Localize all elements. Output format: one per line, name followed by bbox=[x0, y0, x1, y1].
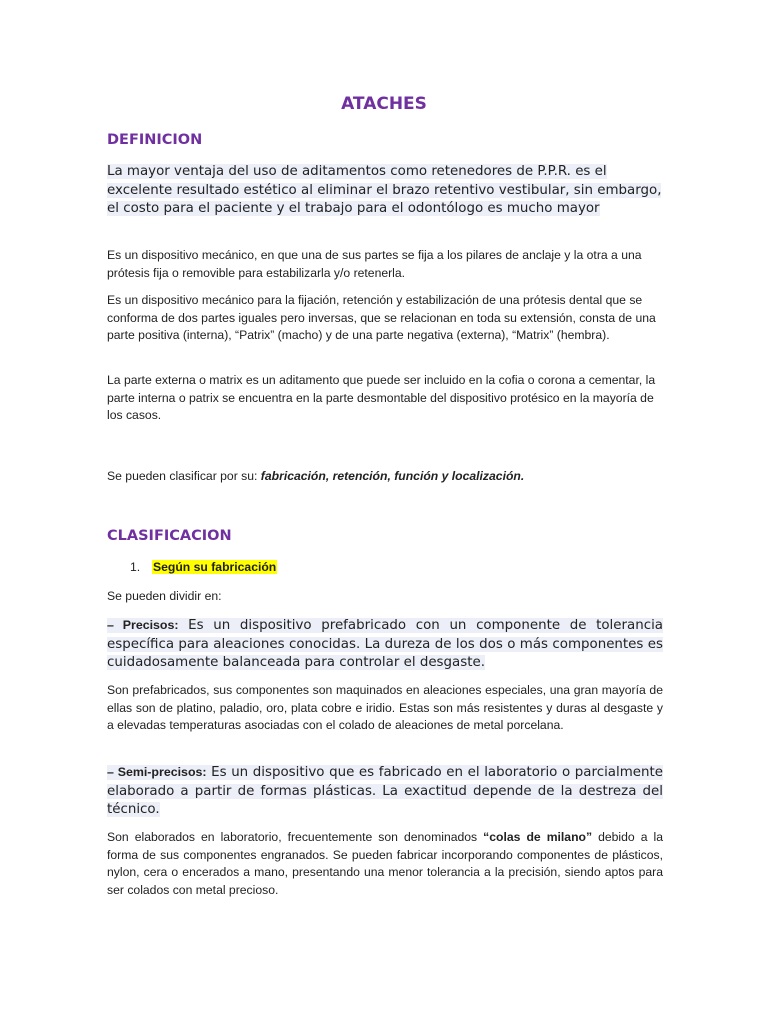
division-intro: Se pueden dividir en: bbox=[107, 589, 222, 603]
section-heading-clasificacion: CLASIFICACION bbox=[107, 528, 232, 544]
list-item-number: 1. bbox=[130, 560, 141, 574]
classification-terms: fabricación, retención, función y localización. bbox=[260, 469, 525, 483]
precisos-highlight bbox=[107, 618, 663, 670]
definition-paragraph-1: Es un dispositivo mecánico, en que una de sus partes se fija a los pilares de anclaje y la otra a una prótesis fija o removible para estabilizarla y/o retenerla. bbox=[107, 248, 642, 280]
semi-precisos-detail bbox=[107, 829, 663, 899]
precisos-text: Es un dispositivo prefabricado con un componente de tolerancia específica para aleaciones conocidas. La dureza de los dos o más componentes es cuidadosamente balanceada para controlar el desgaste. bbox=[107, 618, 663, 670]
semi-precisos-paragraph bbox=[107, 763, 663, 820]
semi-detail-suffix: debido a la forma de sus componentes engranados. Se pueden fabricar incorporando componentes de plásticos, nylon, cera o encerados a mano, presentando una menor tolerancia a la precisión, siendo aptos para ser colados con metal precioso. bbox=[107, 830, 663, 897]
lead-text: La mayor ventaja del uso de aditamentos como retenedores de P.P.R. es el excelente resultado estético al eliminar el brazo retentivo vestibular, sin embargo, el costo para el paciente y el trabajo para el odontólogo es mucho mayor bbox=[107, 164, 662, 216]
lead-paragraph bbox=[107, 163, 663, 219]
document-title: ATACHES bbox=[341, 94, 427, 114]
semi-detail-prefix: Son elaborados en laboratorio, frecuentemente son denominados bbox=[107, 830, 484, 844]
semi-precisos-text: Es un dispositivo que es fabricado en el laboratorio o parcialmente elaborado a partir de formas plásticas. La exactitud depende de la destreza del técnico. bbox=[107, 765, 663, 817]
classification-prefix: Se pueden clasificar por su: bbox=[107, 469, 261, 483]
precisos-paragraph bbox=[107, 616, 663, 673]
section-heading-definicion: DEFINICION bbox=[107, 132, 203, 148]
definition-paragraph-2: Es un dispositivo mecánico para la fijación, retención y estabilización de una prótesis dental que se conforma de dos partes iguales pero inversas, que se relacionan en toda su extensión, consta de una parte positiva (interna), “Patrix” (macho) y de una parte negativa (externa), “Matrix” (hembra). bbox=[107, 293, 656, 342]
list-item bbox=[130, 559, 277, 576]
precisos-label: – Precisos: bbox=[107, 618, 179, 632]
semi-detail-term: “colas de milano” bbox=[483, 830, 593, 844]
definition-paragraph-3: La parte externa o matrix es un aditamento que puede ser incluido en la cofia o corona a cementar, la parte interna o patrix se encuentra en la parte desmontable del dispositivo protésico en la mayoría de los casos. bbox=[107, 373, 656, 422]
classification-summary bbox=[107, 468, 663, 486]
precisos-detail: Son prefabricados, sus componentes son maquinados en aleaciones especiales, una gran mayoría de ellas son de platino, paladio, oro, plata cobre e iridio. Estas son más resistentes y duras al desgaste y a elevadas temperaturas asociadas con el colado de aleaciones de metal porcelana. bbox=[107, 683, 663, 732]
semi-precisos-label: – Semi-precisos: bbox=[107, 765, 207, 779]
list-item-label: Según su fabricación bbox=[153, 560, 277, 574]
semi-precisos-highlight bbox=[107, 765, 663, 817]
